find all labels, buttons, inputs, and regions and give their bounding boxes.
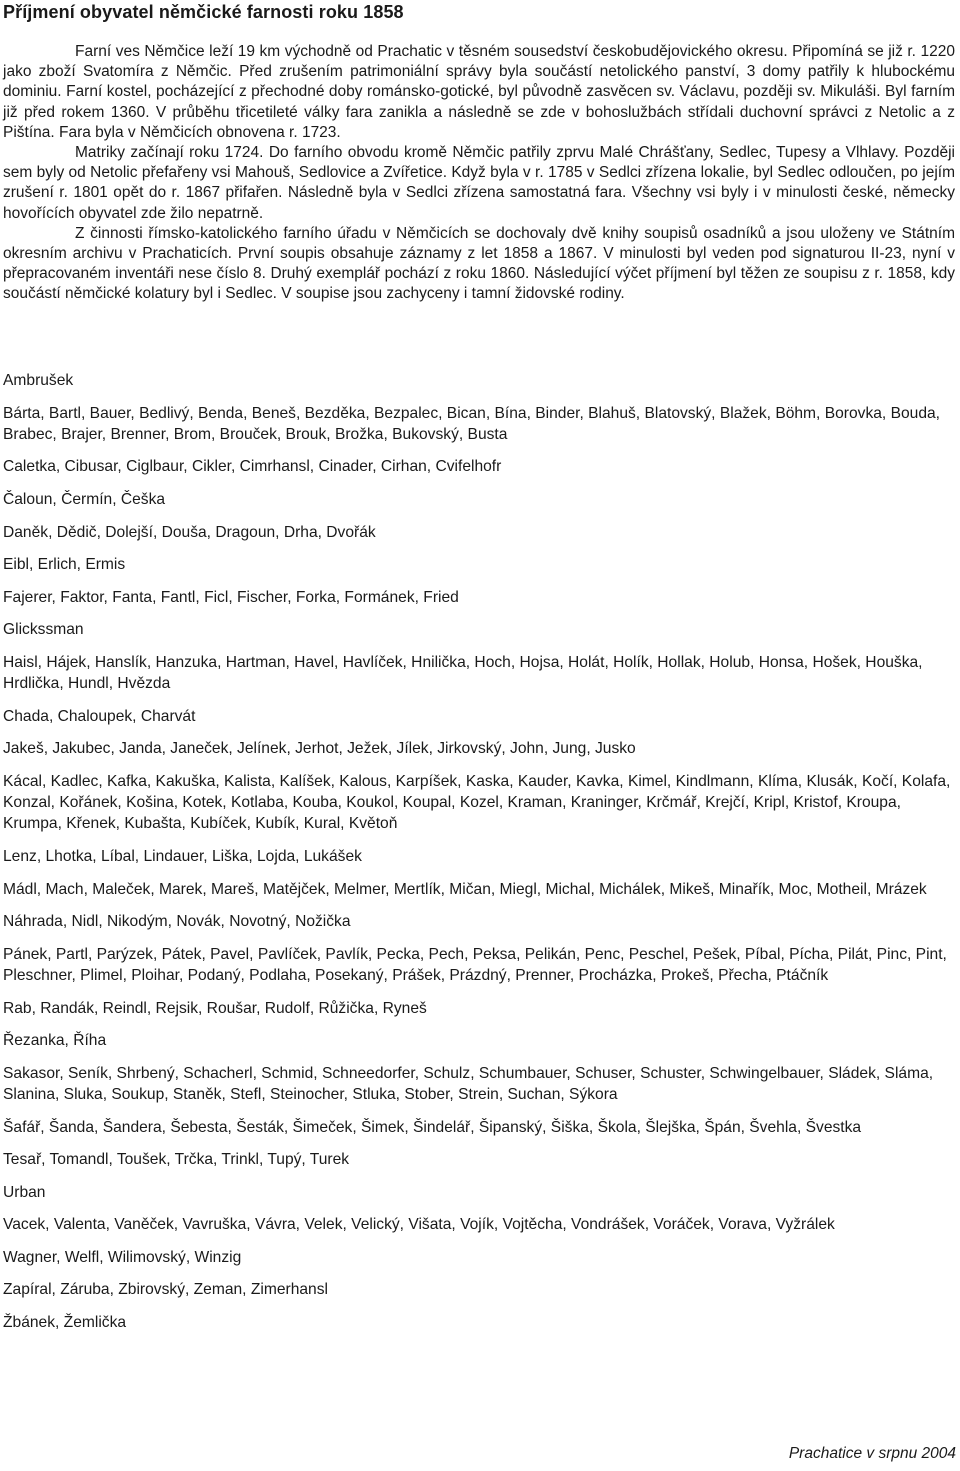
surname-list xyxy=(3,370,955,1345)
surname-group-d: Daněk, Dědič, Dolejší, Douša, Dragoun, Drha, Dvořák xyxy=(3,523,376,541)
surname-group-z-caron: Žbánek, Žemlička xyxy=(3,1314,127,1332)
surname-group-h: Haisl, Hájek, Hanslík, Hanzuka, Hartman, Havel, Havlíček, Hnilička, Hoch, Hojsa, Holát, Holík, Hollak, Holub, Honsa, Hošek, Houška, Hrdlička, Hundl, Hvězda xyxy=(3,653,923,693)
surname-group-a: Ambrušek xyxy=(3,372,74,389)
surname-group-z: Zapíral, Záruba, Zbirovský, Zeman, Zimerhansl xyxy=(3,1281,328,1299)
surname-group-v: Vacek, Valenta, Vaněček, Vavruška, Vávra, Velek, Velický, Višata, Vojík, Vojtěcha, Vondrášek, Voráček, Vorava, Vyžrálek xyxy=(3,1216,835,1234)
surname-group-f: Fajerer, Faktor, Fanta, Fantl, Ficl, Fischer, Forka, Formánek, Fried xyxy=(3,588,459,606)
surname-group-r: Rab, Randák, Reindl, Rejsik, Roušar, Rudolf, Růžička, Ryneš xyxy=(3,999,427,1017)
surname-group-s-caron: Šafář, Šanda, Šandera, Šebesta, Šesták, Šimeček, Šimek, Šindelář, Šipanský, Šiška, Škola, Šlejška, Špán, Švehla, Švestka xyxy=(3,1118,862,1136)
surname-group-c-caron: Čaloun, Čermín, Češka xyxy=(3,490,166,508)
surname-group-m: Mádl, Mach, Maleček, Marek, Mareš, Matějček, Melmer, Mertlík, Mičan, Miegl, Michal, Michálek, Mikeš, Minařík, Moc, Motheil, Mrázek xyxy=(3,880,927,898)
surname-group-u: Urban xyxy=(3,1183,46,1201)
surname-group-k: Kácal, Kadlec, Kafka, Kakuška, Kalista, Kalíšek, Kalous, Karpíšek, Kaska, Kauder, Kavka, Kimel, Kindlmann, Klíma, Klusák, Kočí, Kolafa, Konzal, Kořánek, Košina, Kotek, Kotlaba, Kouba, Koukol, Koupal, Kozel, Kraman, Kraninger, Krčmář, Krejčí, Kripl, Kristof, Kroupa, Krumpa, Křenek, Kubašta, Kubíček, Kubík, Kural, Květoň xyxy=(3,772,951,833)
document-title: Příjmení obyvatel němčické farnosti roku 1858 xyxy=(3,2,404,22)
surname-group-s: Sakasor, Seník, Shrbený, Schacherl, Schmid, Schneedorfer, Schulz, Schumbauer, Schuser, Schuster, Schwingelbauer, Sládek, Sláma, Slanina, Sluka, Soukup, Staněk, Stefl, Steinocher, Stluka, Stober, Strein, Suchan, Sýkora xyxy=(3,1064,934,1103)
surname-group-c: Caletka, Cibusar, Ciglbaur, Cikler, Cimrhansl, Cinader, Cirhan, Cvifelhofr xyxy=(3,458,502,476)
surname-group-j: Jakeš, Jakubec, Janda, Janeček, Jelínek, Jerhot, Ježek, Jílek, Jirkovský, John, Jung, Jusko xyxy=(3,740,636,758)
surname-group-t: Tesař, Tomandl, Toušek, Trčka, Trinkl, Tupý, Turek xyxy=(3,1151,350,1169)
surname-group-l: Lenz, Lhotka, Líbal, Lindauer, Liška, Lojda, Lukášek xyxy=(3,847,362,865)
surname-group-ch: Chada, Chaloupek, Charvát xyxy=(3,707,196,725)
surname-group-e: Eibl, Erlich, Ermis xyxy=(3,556,126,574)
intro-paragraph: Z činnosti římsko-katolického farního úřadu v Němčicích se dochovaly dvě knihy soupisů osadníků a jsou uloženy ve Státním okresním archivu v Prachaticích. První soupis obsahuje záznamy z let 1858 a 1867. V minulosti byl veden pod signaturou II-23, nyní v přepracovaném inventáři nese číslo 8. Druhý exemplář pochází z roku 1860. Následující výčet příjmení byl těžen ze soupisu z r. 1858, kdy součástí němčické kolatury byl i Sedlec. V soupise jsou zachyceny i tamní židovské rodiny. xyxy=(3,224,955,303)
surname-group-b: Bárta, Bartl, Bauer, Bedlivý, Benda, Beneš, Bezděka, Bezpalec, Bican, Bína, Binder, Blahuš, Blatovský, Blažek, Böhm, Borovka, Bouda, Brabec, Brajer, Brenner, Brom, Brouček, Brouk, Brožka, Bukovský, Busta xyxy=(3,404,941,443)
footer-place-date: Prachatice v srpnu 2004 xyxy=(788,1445,956,1462)
surname-group-p: Pánek, Partl, Parýzek, Pátek, Pavel, Pavlíček, Pavlík, Pecka, Pech, Peksa, Pelikán, Penc, Peschel, Pešek, Píbal, Pícha, Pilát, Pinc, Pint, Pleschner, Plimel, Ploihar, Podaný, Podlaha, Posekaný, Prášek, Prázdný, Prenner, Procházka, Prokeš, Přecha, Ptáčník xyxy=(3,945,947,984)
surname-group-g: Glickssman xyxy=(3,621,84,639)
surname-group-n: Náhrada, Nidl, Nikodým, Novák, Novotný, Nožička xyxy=(3,913,351,931)
intro-paragraph: Matriky začínají roku 1724. Do farního obvodu kromě Němčic patřily zprvu Malé Chrášťany, Sedlec, Tupesy a Vlhlavy. Později sem byly od Netolic přefařeny vsi Mahouš, Sedlovice a Zvířetice. Když byla v r. 1785 v Sedlci zřízena lokalie, byl Sedlec odloučen, po jejím zrušení r. 1801 opět do r. 1867 přifařen. Následně byla v Sedlci zřízena samostatná fara. Všechny vsi byly i v minulosti české, německy hovořících obyvatel zde žilo nepatrně. xyxy=(3,144,955,222)
intro-text xyxy=(3,42,955,305)
intro-paragraph: Farní ves Němčice leží 19 km východně od Prachatic v těsném sousedství českobudějovického okresu. Připomíná se již r. 1220 jako zboží Svatomíra z Němčic. Před zrušením patrimoniální správy byla součástí netolického panství, 3 domy patřily k hlubockému dominiu. Farní kostel, pocházející z přechodné doby románsko-gotické, byl původně zasvěcen sv. Václavu, později sv. Mikuláši. Byl farním již před rokem 1360. V průběhu třicetileté války fara zanikla a následně se zde v bohoslužbách střídali duchovní správci z Netolic a z Pištína. Fara byla v Němčicích obnovena r. 1723. xyxy=(3,43,955,141)
surname-group-w: Wagner, Welfl, Wilimovský, Winzig xyxy=(3,1248,242,1266)
surname-group-r-caron: Řezanka, Říha xyxy=(3,1032,107,1050)
